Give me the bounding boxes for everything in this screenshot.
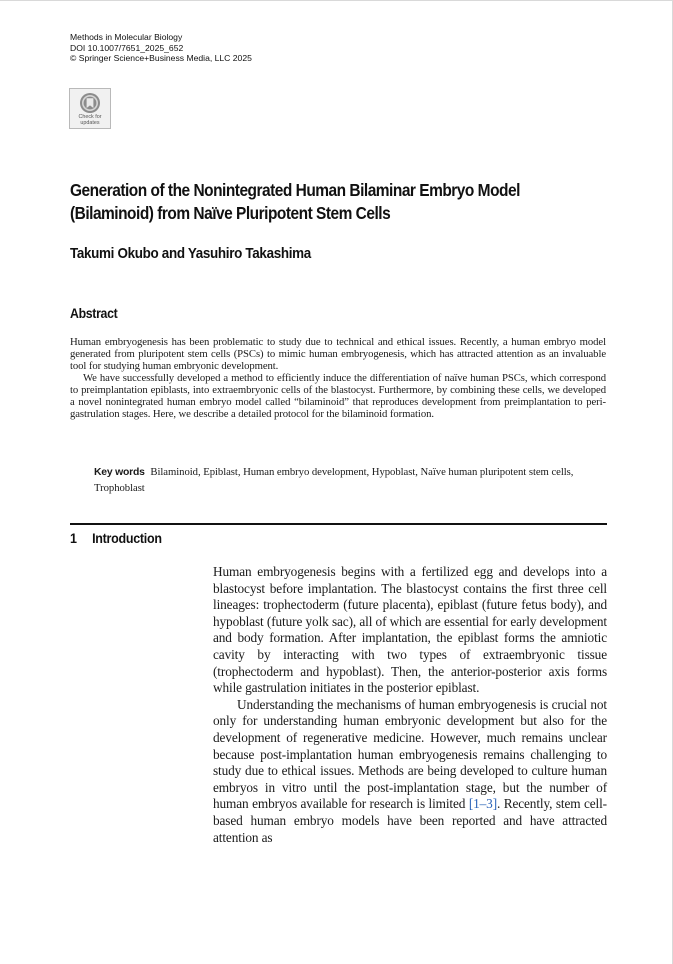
section-divider [70,523,607,525]
keywords [94,465,606,495]
check-for-updates-icon [79,92,101,114]
check-for-updates-badge[interactable] [69,88,111,129]
introduction-heading [70,530,162,548]
copyright: © Springer Science+Business Media, LLC 2025 [70,53,252,64]
doi[interactable]: DOI 10.1007/7651_2025_652 [70,42,184,53]
intro-text: . Recently, stem cell-based human embryo models have been reported and have attracted attention as [213,796,607,845]
citation-link[interactable]: [1–3] [468,796,498,812]
intro-paragraph: Human embryogenesis begins with a fertilized egg and develops into a blastocyst before implantation. The blastocyst contains the first three cell lineages: trophectoderm (future placenta), epiblast (future fetus body), and hypoblast (future yolk sac), all of which are essential for early development and body formation. After implantation, the epiblast forms the amniotic cavity by interacting with two types of extraembryonic tissue (trophectoderm and hypoblast). Then, the anterior-posterior axis forms while gastrulation initiates in the posterior epiblast. [213,564,607,696]
publication-info [70,32,252,64]
article-title: Generation of the Nonintegrated Human Bilaminar Embryo Model (Bilaminoid) from Naïve Pluripotent Stem Cells [70,180,520,223]
badge-label: Check for updates [78,114,102,126]
intro-paragraph [213,697,607,846]
intro-text: Understanding the mechanisms of human embryogenesis is crucial not only for understanding human embryonic development but also for the development of regenerative medicine. However, much remains unclear because post-implantation human embryogenesis remains challenging to study due to ethical issues. Methods are being developed to culture human embryos in vitro until the post-implantation stage, but the number of human embryos available for research is limited [213,696,607,812]
author-list: Takumi Okubo and Yasuhiro Takashima [70,246,311,262]
section-number: 1 [70,531,77,546]
journal-name: Methods in Molecular Biology [70,32,183,42]
section-title: Introduction [92,531,162,546]
keywords-label: Key words [94,467,145,478]
abstract-body [70,336,606,420]
keywords-list: Bilaminoid, Epiblast, Human embryo development, Hypoblast, Naïve human pluripotent stem cells, Trophoblast [94,466,574,494]
abstract-paragraph: We have successfully developed a method to efficiently induce the differentiation of naïve human PSCs, which correspond to preimplantation epiblasts, into extraembryonic cells of the blastocyst. Furthermore, by combining these cells, we developed a novel nonintegrated human embryo model called “bilaminoid” that reproduces development from preimplantation to peri-gastrulation stages. Here, we describe a detailed protocol for the bilaminoid formation. [70,372,606,421]
abstract-paragraph: Human embryogenesis has been problematic to study due to technical and ethical issues. Recently, a human embryo model generated from pluripotent stem cells (PSCs) to mimic human embryogenesis, which has attracted attention as an invaluable tool for studying human embryonic development. [70,336,606,373]
abstract-heading: Abstract [70,306,118,321]
introduction-body [213,564,607,846]
